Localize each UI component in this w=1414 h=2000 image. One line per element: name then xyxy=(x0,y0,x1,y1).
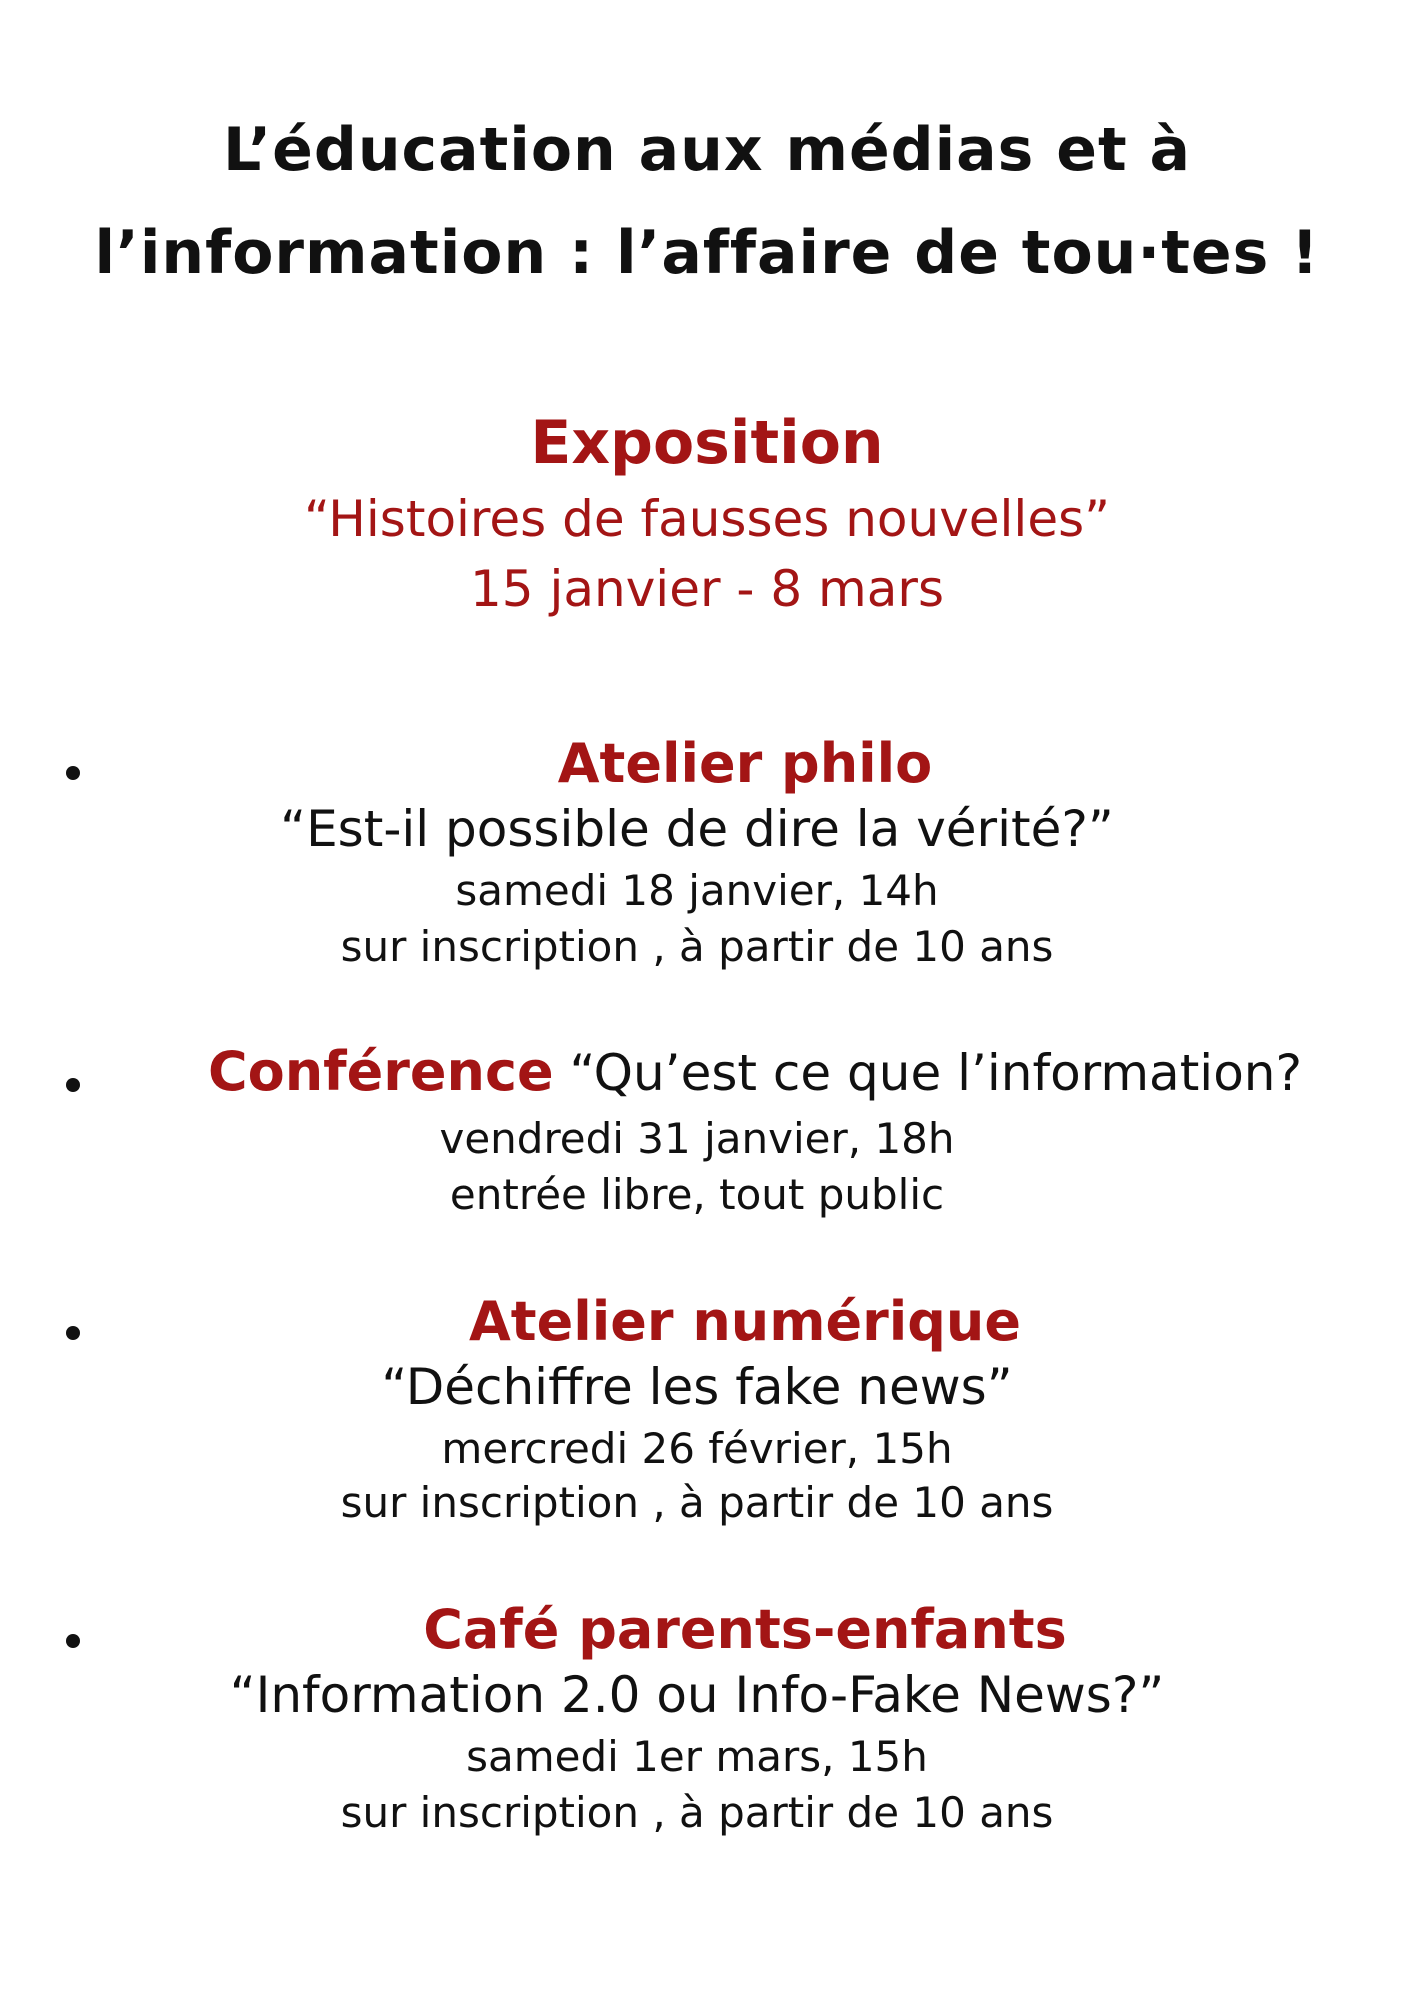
event-title: Café parents-enfants xyxy=(423,1598,1067,1661)
exposition-heading: Exposition xyxy=(530,408,884,478)
exposition-dates: 15 janvier - 8 mars xyxy=(469,560,945,618)
event-quote: “Est-il possible de dire la vérité?” xyxy=(280,800,1114,858)
event-heading-line xyxy=(48,1040,1414,1103)
exposition-subtitle: “Histoires de fausses nouvelles” xyxy=(303,490,1111,548)
event-info: sur inscription , à partir de 10 ans xyxy=(340,922,1054,971)
event-quote: “Information 2.0 ou Info-Fake News?” xyxy=(229,1666,1165,1724)
poster-title-line-2: l’information : l’affaire de tou·tes ! xyxy=(94,218,1320,288)
event-date: samedi 1er mars, 15h xyxy=(466,1732,928,1781)
event-title: Atelier philo xyxy=(557,732,933,795)
event-info: sur inscription , à partir de 10 ans xyxy=(340,1788,1054,1837)
event-date: samedi 18 janvier, 14h xyxy=(455,866,939,915)
event-date: vendredi 31 janvier, 18h xyxy=(439,1114,955,1163)
event-info: entrée libre, tout public xyxy=(449,1170,945,1219)
event-title: Conférence xyxy=(207,1040,554,1103)
event-quote: “Déchiffre les fake news” xyxy=(381,1358,1013,1416)
event-title: Atelier numérique xyxy=(469,1290,1021,1353)
poster-title-line-1: L’éducation aux médias et à xyxy=(222,115,1192,185)
event-date: mercredi 26 février, 15h xyxy=(441,1424,953,1473)
event-info: sur inscription , à partir de 10 ans xyxy=(340,1478,1054,1527)
event-quote: “Qu’est ce que l’information? xyxy=(569,1044,1303,1102)
